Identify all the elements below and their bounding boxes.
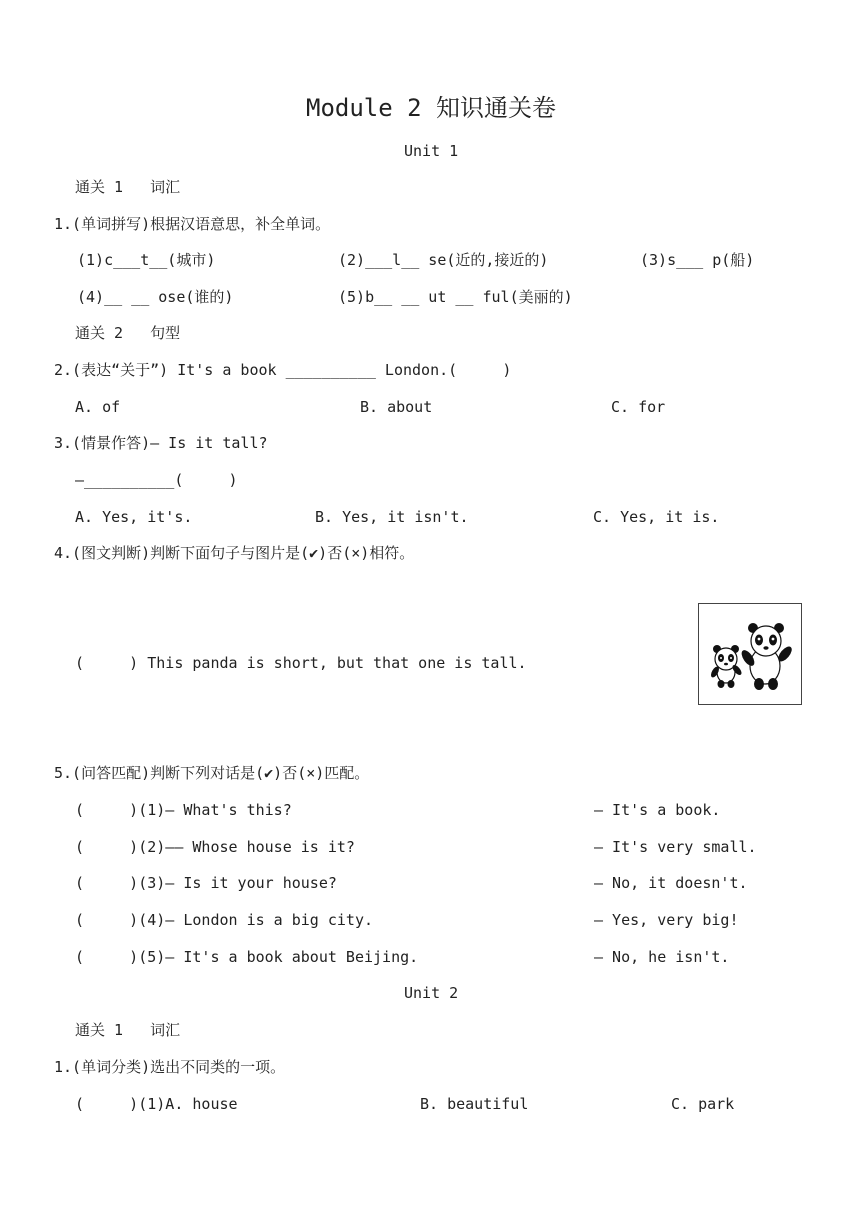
section-heading: 通关 1 词汇	[75, 178, 181, 196]
option-c: C. Yes, it is.	[593, 508, 720, 526]
option-b: B. about	[360, 398, 433, 416]
spelling-item: (5)b__ __ ut __ ful(美丽的)	[338, 288, 573, 306]
panda-pair-image	[698, 603, 802, 705]
dialogue-answer: — No, it doesn't.	[594, 874, 748, 892]
judgement-sentence: ( ) This panda is short, but that one is tall.	[75, 654, 527, 672]
unit-heading: Unit 2	[404, 984, 459, 1002]
question-stem: 5.(问答匹配)判断下列对话是(✔)否(×)匹配。	[54, 764, 370, 782]
panda-illustration	[699, 604, 800, 703]
section-heading: 通关 1 词汇	[75, 1021, 181, 1039]
question-stem: 3.(情景作答)— Is it tall?	[54, 434, 268, 452]
option-b: B. beautiful	[420, 1095, 529, 1113]
question-stem: 1.(单词拼写)根据汉语意思，补全单词。	[54, 215, 331, 233]
spelling-item: (2)___l__ se(近的,接近的)	[338, 251, 549, 269]
answer-line: —__________( )	[75, 471, 238, 489]
dialogue-answer: — It's a book.	[594, 801, 721, 819]
classify-item: ( )(1)A. house	[75, 1095, 238, 1113]
dialogue-answer: — No, he isn't.	[594, 948, 730, 966]
dialogue-answer: — Yes, very big!	[594, 911, 739, 929]
question-stem: 2.(表达“关于”) It's a book __________ London.( )	[54, 361, 512, 379]
dialogue-question: ( )(2)—— Whose house is it?	[75, 838, 355, 856]
option-a: A. of	[75, 398, 121, 416]
question-stem: 1.(单词分类)选出不同类的一项。	[54, 1058, 286, 1076]
unit-heading: Unit 1	[404, 142, 459, 160]
spelling-item: (4)__ __ ose(谁的)	[77, 288, 234, 306]
option-a: A. Yes, it's.	[75, 508, 193, 526]
dialogue-question: ( )(3)— Is it your house?	[75, 874, 337, 892]
dialogue-question: ( )(4)— London is a big city.	[75, 911, 374, 929]
dialogue-answer: — It's very small.	[594, 838, 757, 856]
option-c: C. for	[611, 398, 666, 416]
dialogue-question: ( )(5)— It's a book about Beijing.	[75, 948, 419, 966]
spelling-item: (1)c___t__(城市)	[77, 251, 216, 269]
page-title: Module 2 知识通关卷	[306, 94, 557, 122]
dialogue-question: ( )(1)— What's this?	[75, 801, 292, 819]
option-b: B. Yes, it isn't.	[315, 508, 469, 526]
section-heading: 通关 2 句型	[75, 324, 181, 342]
spelling-item: (3)s___ p(船)	[640, 251, 755, 269]
question-stem: 4.(图文判断)判断下面句子与图片是(✔)否(×)相符。	[54, 544, 415, 562]
option-c: C. park	[671, 1095, 735, 1113]
